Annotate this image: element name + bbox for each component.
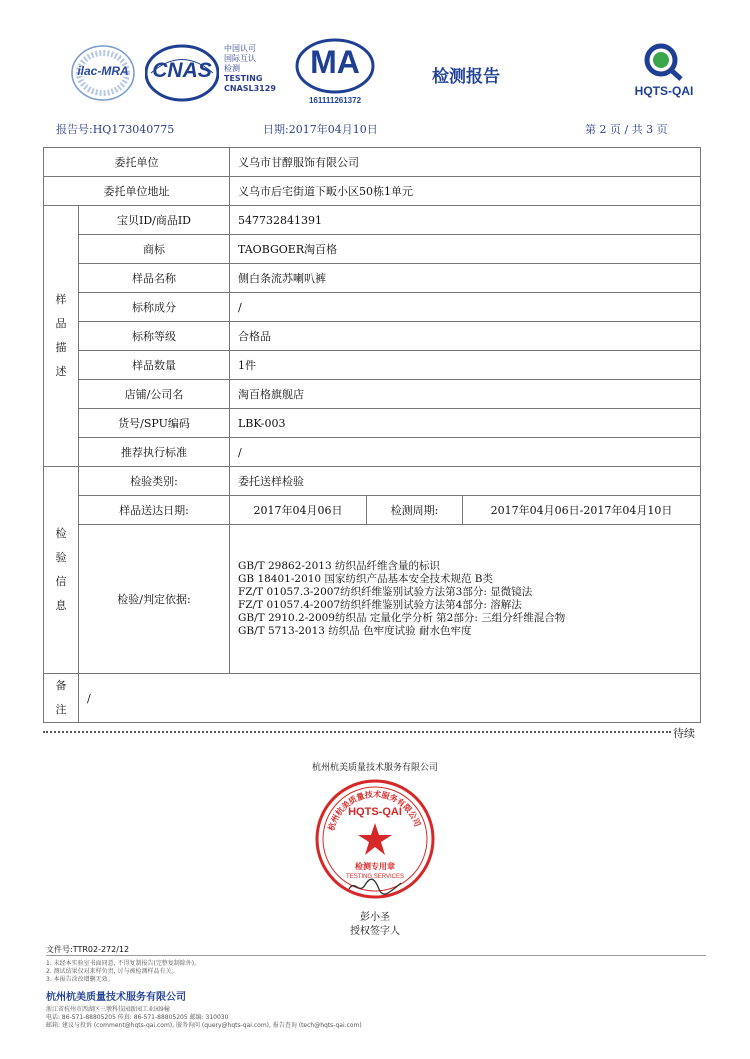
side-char: 备 — [55, 679, 67, 692]
client-row — [44, 148, 701, 177]
sample-field-label: 样品数量 — [79, 351, 230, 380]
signature — [345, 875, 405, 901]
period-label: 检测周期: — [367, 496, 463, 525]
ilac-logo — [70, 44, 136, 106]
basis-row — [44, 525, 701, 674]
sample-field-value: LBK-003 — [230, 409, 701, 438]
cnas-cn-line1: 中国认可 — [224, 44, 256, 53]
address-label: 委托单位地址 — [44, 177, 230, 206]
signer-name: 彭小圣 — [360, 912, 390, 923]
side-char: 样 — [55, 293, 67, 306]
sample-date-label: 样品送达日期: — [79, 496, 230, 525]
sample-row — [44, 293, 701, 322]
sample-field-label: 样品名称 — [79, 264, 230, 293]
side-char: 验 — [55, 551, 67, 564]
magnifier-icon — [639, 42, 689, 82]
address-value: 义乌市后宅街道下畈小区50栋1单元 — [230, 177, 701, 206]
inspect-type-row — [44, 467, 701, 496]
side-char: 述 — [55, 365, 67, 378]
address-row — [44, 177, 701, 206]
footer-note: 1. 未经本实验室书面同意, 不得复制报告(完整复制除外)。 — [46, 960, 201, 967]
remark-side-label — [44, 674, 79, 723]
standard-item: GB 18401-2010 国家纺织产品基本安全技术规范 B类 — [238, 573, 494, 585]
basis-label: 检验/判定依据: — [79, 525, 230, 674]
standard-item: GB/T 5713-2013 纺织品 色牢度试验 耐水色牢度 — [238, 625, 472, 637]
footer-emails: 邮箱: 建议与投诉 (comment@hqts-qai.com), 服务询问 (query@hqts-qai.com), 报告查询 (tech@hqts-qai.com) — [46, 1022, 362, 1029]
ilac-text: ilac-MRA — [77, 64, 129, 78]
sample-row — [44, 380, 701, 409]
sample-date-row — [44, 496, 701, 525]
footer-note: 3. 本报告涂改增删无效。 — [46, 976, 114, 983]
sample-field-value: / — [230, 438, 701, 467]
sample-field-value: 1件 — [230, 351, 701, 380]
report-number: 报告号:HQ173040775 — [56, 123, 175, 136]
inspect-type-label: 检验类别: — [79, 467, 230, 496]
footer-company: 杭州杭美质量技术服务有限公司 — [46, 992, 186, 1003]
seal-center-text: HQTS-QAI — [348, 806, 402, 818]
client-label: 委托单位 — [44, 148, 230, 177]
ma-logo — [295, 38, 375, 108]
remark-value: / — [79, 674, 701, 723]
sample-field-value: / — [230, 293, 701, 322]
sample-field-label: 推荐执行标准 — [79, 438, 230, 467]
inspect-type-value: 委托送样检验 — [230, 467, 701, 496]
remark-row — [44, 674, 701, 723]
footer-address: 浙江省杭州市西湖区三墩科技园新园工业园9幢 — [46, 1006, 170, 1013]
signer-title: 授权签字人 — [350, 926, 400, 937]
period-value: 2017年04月06日-2017年04月10日 — [463, 496, 701, 525]
cnas-logo — [145, 44, 219, 106]
sample-field-value: 547732841391 — [230, 206, 701, 235]
sample-field-label: 标称成分 — [79, 293, 230, 322]
footer-contacts: 电话: 86-571-88805205 传真: 86-571-88805205 邮编: 310030 — [46, 1014, 229, 1021]
cnas-accreditation-text — [224, 44, 276, 94]
standards-list — [230, 525, 701, 674]
sample-row — [44, 264, 701, 293]
seal-bottom-cn: 检测专用章 — [355, 862, 395, 871]
standard-item: GB/T 29862-2013 纺织品纤维含量的标识 — [238, 560, 440, 572]
footer-divider — [46, 955, 706, 956]
standard-item: GB/T 2910.2-2009纺织品 定量化学分析 第2部分: 三组分纤维混合物 — [238, 612, 566, 624]
sample-field-label: 货号/SPU编码 — [79, 409, 230, 438]
sample-side-label — [44, 206, 79, 467]
seal-bottom-en: TESTING SERVICES — [346, 874, 404, 880]
sample-row — [44, 351, 701, 380]
sample-row — [44, 409, 701, 438]
report-title: 检测报告 — [432, 67, 500, 87]
sample-date-value: 2017年04月06日 — [230, 496, 367, 525]
sample-row — [44, 322, 701, 351]
sample-row — [44, 235, 701, 264]
client-value: 义乌市甘醇服饰有限公司 — [230, 148, 701, 177]
dotted-separator — [43, 731, 671, 733]
hqts-text: HQTS-QAI — [634, 84, 694, 98]
page-number: 第 2 页 / 共 3 页 — [585, 123, 668, 136]
footer-note: 2. 测试结果仅对来样负责, 讨与被检测样品有关。 — [46, 968, 178, 975]
sample-field-value: TAOBGOER淘百格 — [230, 235, 701, 264]
standard-item: FZ/T 01057.3-2007纺织纤维鉴别试验方法第3部分: 显微镜法 — [238, 586, 533, 598]
side-char: 息 — [55, 599, 67, 612]
sample-row — [44, 206, 701, 235]
company-name: 杭州杭美质量技术服务有限公司 — [311, 763, 438, 773]
seal-ring-text: 杭州杭美质量技术服务有限公司 — [326, 789, 423, 832]
cnas-en-line1: TESTING — [224, 74, 263, 83]
sample-row — [44, 438, 701, 467]
cnas-cn-line2: 国际互认 — [224, 54, 256, 63]
cnas-text: CNAS — [152, 59, 212, 82]
sample-field-value: 合格品 — [230, 322, 701, 351]
side-char: 品 — [55, 317, 67, 330]
ma-number: 161111261372 — [308, 96, 362, 105]
side-char: 信 — [55, 575, 67, 588]
cnas-en-line2: CNASL3129 — [224, 84, 276, 93]
sample-field-value: 侧白条流苏喇叭裤 — [230, 264, 701, 293]
inspect-side-label — [44, 467, 79, 674]
side-char: 注 — [55, 703, 67, 716]
continue-text: 待续 — [673, 727, 695, 740]
side-char: 检 — [55, 527, 67, 540]
star-icon — [358, 823, 392, 855]
sample-field-value: 淘百格旗舰店 — [230, 380, 701, 409]
sample-field-label: 商标 — [79, 235, 230, 264]
sample-field-label: 标称等级 — [79, 322, 230, 351]
standard-item: FZ/T 01057.4-2007纺织纤维鉴别试验方法第4部分: 溶解法 — [238, 599, 522, 611]
hqts-logo — [624, 42, 704, 104]
cnas-cn-line3: 检测 — [224, 64, 240, 73]
sample-field-label: 宝贝ID/商品ID — [79, 206, 230, 235]
report-table — [43, 147, 701, 723]
ma-text: MA — [310, 44, 360, 80]
file-number: 文件号:TTR02-272/12 — [46, 945, 130, 954]
report-date: 日期:2017年04月10日 — [263, 123, 378, 136]
sample-field-label: 店铺/公司名 — [79, 380, 230, 409]
side-char: 描 — [55, 341, 67, 354]
